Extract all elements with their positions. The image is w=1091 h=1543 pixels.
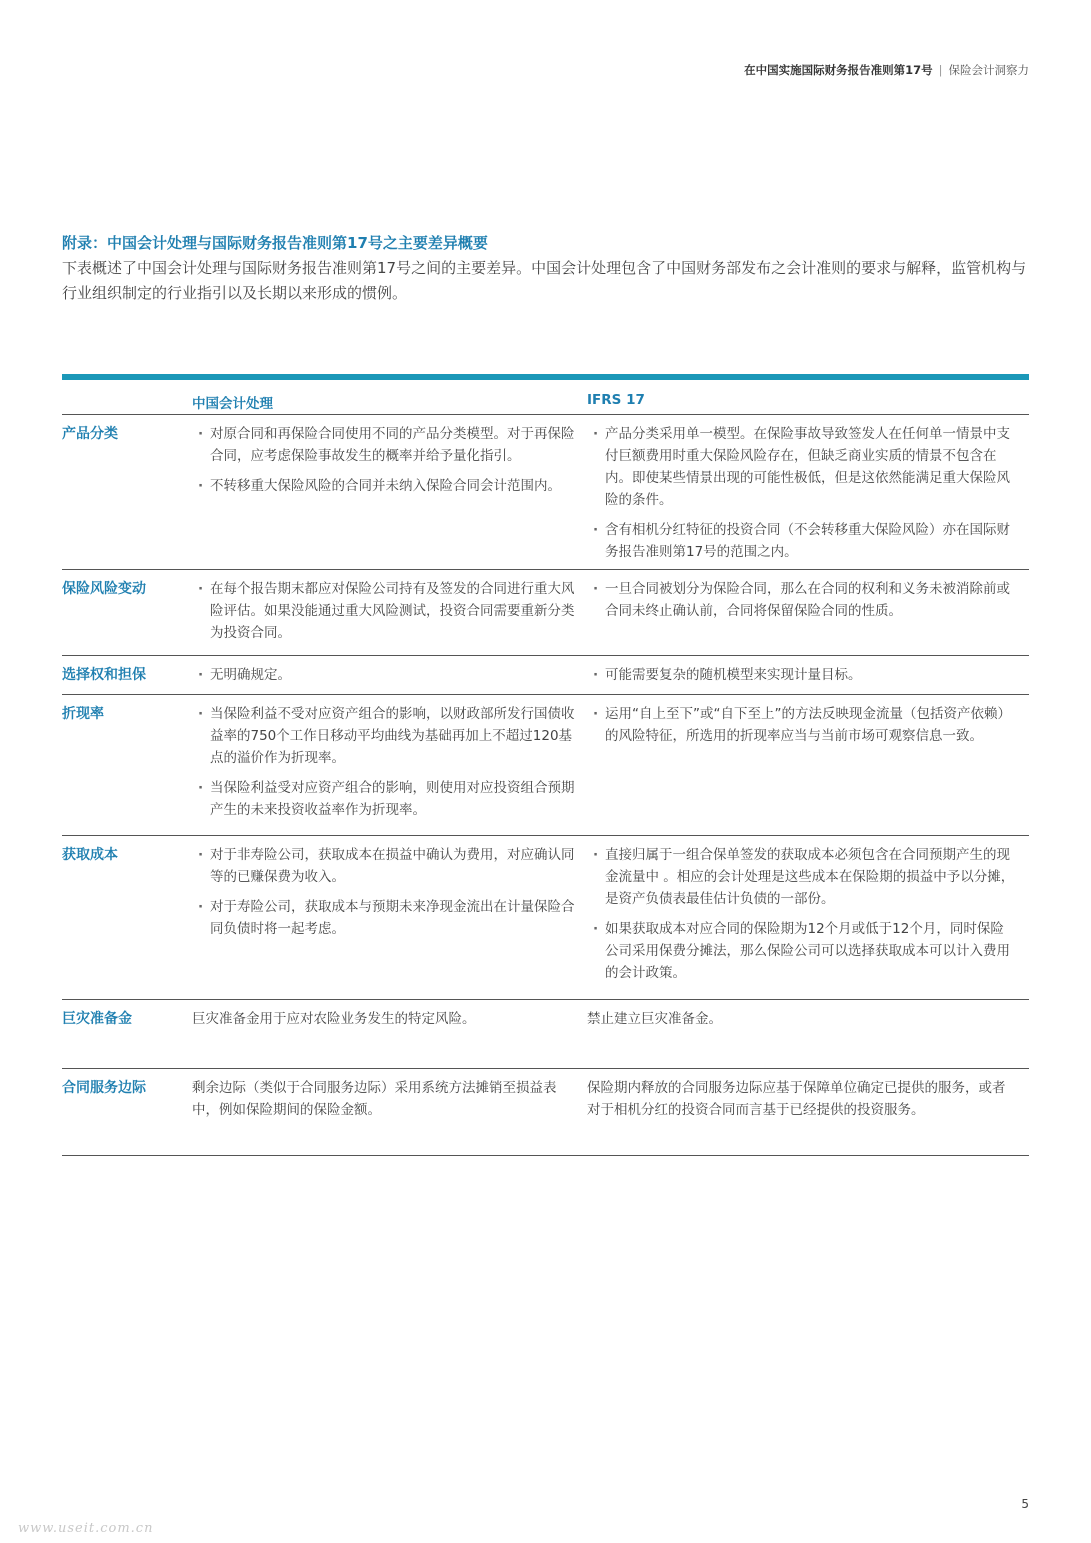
ifrs-bullet: · 如果获取成本对应合同的保险期为12个月或低于12个月，同时保险公司采用保费分摊法，那么保险公司可以选择获取成本可以计入费用的会计政策。: [587, 918, 1017, 984]
header-title: 在中国实施国际财务报告准则第17号: [744, 63, 933, 77]
cas-text: 巨灾准备金用于应对农险业务发生的特定风险。: [192, 1011, 476, 1027]
cas-cell: [192, 1077, 582, 1121]
cas-bullet: · 在每个报告期末都应对保险公司持有及签发的合同进行重大风险评估。如果没能通过重大风险测试，投资合同需要重新分类为投资合同。: [192, 578, 582, 644]
ifrs-bullet: · 可能需要复杂的随机模型来实现计量目标。: [587, 664, 1017, 686]
page-number: 5: [1021, 1497, 1029, 1511]
cas-bullet: · 对于寿险公司，获取成本与预期未来净现金流出在计量保险合同负债时将一起考虑。: [192, 896, 582, 940]
row-label: 选择权和担保: [62, 667, 146, 683]
ifrs-cell: [587, 1077, 1017, 1121]
cas-bullet: · 对原合同和再保险合同使用不同的产品分类模型。对于再保险合同，应考虑保险事故发生的概率并给予量化指引。: [192, 423, 582, 467]
cas-bullet: · 当保险利益不受对应资产组合的影响，以财政部所发行国债收益率的750个工作日移动平均曲线为基础再加上不超过120基点的溢价作为折现率。: [192, 703, 582, 769]
cas-cell: [192, 1008, 582, 1030]
row-label: 合同服务边际: [62, 1080, 146, 1096]
ifrs-text: 保险期内释放的合同服务边际应基于保障单位确定已提供的服务，或者对于相机分红的投资合同而言基于已经提供的投资服务。: [587, 1080, 1006, 1118]
cas-bullet: · 不转移重大保险风险的合同并未纳入保险合同会计范围内。: [192, 475, 582, 497]
row-label: 巨灾准备金: [62, 1011, 132, 1027]
running-header: [744, 62, 1029, 78]
cas-text: 剩余边际（类似于合同服务边际）采用系统方法摊销至损益表中，例如保险期间的保险金额。: [192, 1080, 557, 1118]
cas-cell: [192, 578, 582, 652]
row-label: 折现率: [62, 706, 104, 722]
table-row: [62, 415, 1029, 570]
ifrs-bullet: · 含有相机分红特征的投资合同（不会转移重大保险风险）亦在国际财务报告准则第17号的范围之内。: [587, 519, 1017, 563]
cas-cell: [192, 664, 582, 694]
column-header-ifrs: IFRS 17: [587, 392, 645, 408]
ifrs-bullet: · 一旦合同被划分为保险合同，那么在合同的权利和义务未被消除前或合同未终止确认前，合同将保留保险合同的性质。: [587, 578, 1017, 622]
ifrs-cell: [587, 423, 1017, 571]
cas-bullet: · 无明确规定。: [192, 664, 582, 686]
ifrs-cell: [587, 844, 1017, 992]
cas-bullet: · 对于非寿险公司，获取成本在损益中确认为费用，对应确认同等的已赚保费为收入。: [192, 844, 582, 888]
table-header: [62, 380, 1029, 415]
column-header-cas: 中国会计处理: [192, 396, 273, 412]
table-row: [62, 695, 1029, 836]
cas-bullet: · 当保险利益受对应资产组合的影响，则使用对应投资组合预期产生的未来投资收益率作为折现率。: [192, 777, 582, 821]
header-subtitle: 保险会计洞察力: [948, 63, 1029, 77]
cas-cell: [192, 423, 582, 505]
ifrs-cell: [587, 664, 1017, 694]
ifrs-cell: [587, 703, 1017, 755]
table-row: [62, 656, 1029, 695]
cas-cell: [192, 703, 582, 829]
table-row: [62, 1000, 1029, 1069]
row-label: 保险风险变动: [62, 581, 146, 597]
row-label: 产品分类: [62, 426, 118, 442]
section-intro: 下表概述了中国会计处理与国际财务报告准则第17号之间的主要差异。中国会计处理包含了中国财务部发布之会计准则的要求与解释，监管机构与行业组织制定的行业指引以及长期以来形成的惯例。: [62, 259, 1027, 302]
ifrs-bullet: · 直接归属于一组合保单签发的获取成本必须包含在合同预期产生的现金流量中 。相应的会计处理是这些成本在保险期的损益中予以分摊，是资产负债表最佳估计负债的一部份。: [587, 844, 1017, 910]
watermark: www.useit.com.cn: [18, 1521, 154, 1536]
table-row: [62, 836, 1029, 1000]
table-row: [62, 1069, 1029, 1156]
cas-cell: [192, 844, 582, 948]
section-title: 附录：中国会计处理与国际财务报告准则第17号之主要差异概要: [62, 234, 488, 252]
row-label: 获取成本: [62, 847, 118, 863]
ifrs-bullet: · 产品分类采用单一模型。在保险事故导致签发人在任何单一情景中支付巨额费用时重大保险风险存在，但缺乏商业实质的情景不包含在内。即使某些情景出现的可能性极低，但是这依然能满足重大保险风险的条件。: [587, 423, 1017, 511]
header-separator: |: [938, 63, 943, 77]
ifrs-bullet: · 运用“自上至下”或“自下至上”的方法反映现金流量（包括资产依赖）的风险特征，所选用的折现率应当与当前市场可观察信息一致。: [587, 703, 1017, 747]
table-row: [62, 570, 1029, 656]
ifrs-cell: [587, 1008, 1017, 1030]
ifrs-cell: [587, 578, 1017, 630]
ifrs-text: 禁止建立巨灾准备金。: [587, 1011, 722, 1027]
comparison-table: [62, 374, 1029, 1156]
